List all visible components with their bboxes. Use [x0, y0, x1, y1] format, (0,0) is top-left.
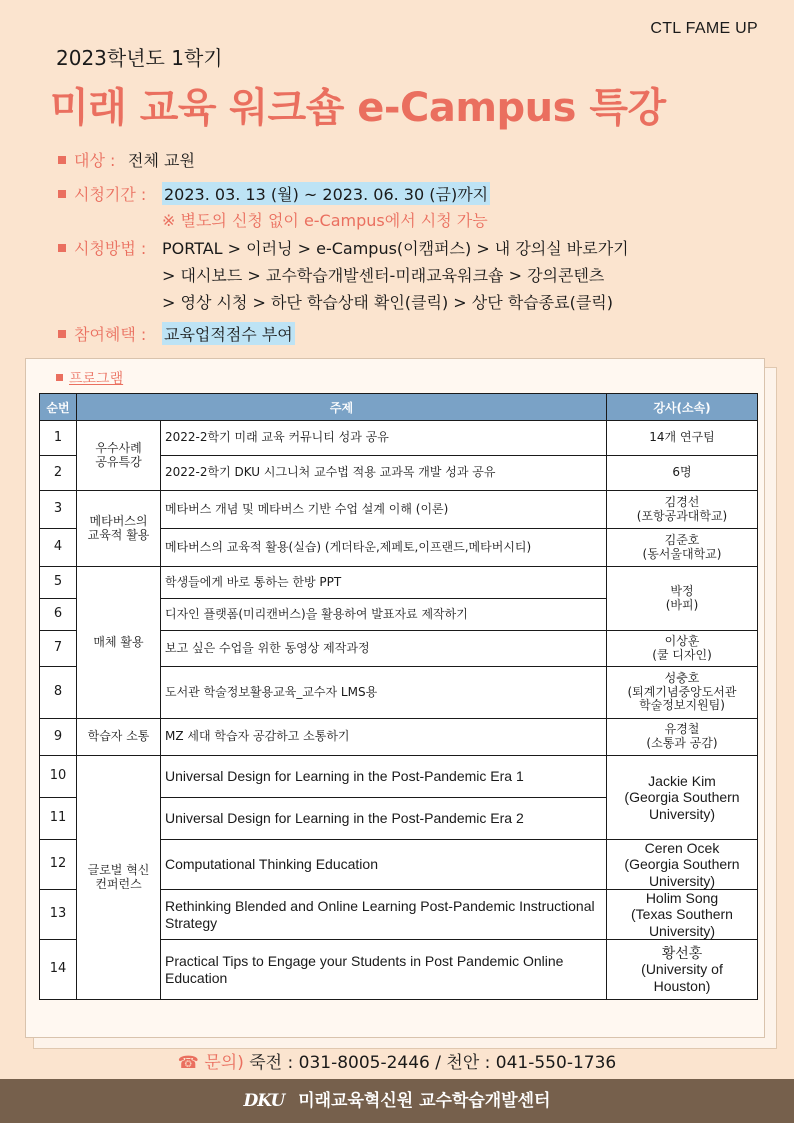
topic-cell: 도서관 학술정보활용교육_교수자 LMS용 [161, 667, 607, 719]
footer-bar [0, 1079, 794, 1123]
row-num: 1 [40, 421, 77, 456]
row-num: 9 [40, 719, 77, 756]
topic-cell: 학생들에게 바로 통하는 한방 PPT [161, 567, 607, 599]
speaker-cell: 박정 (바피) [607, 567, 758, 631]
speaker-cell: 김준호 (동서울대학교) [607, 529, 758, 567]
speaker-cell: 유경철 (소통과 공감) [607, 719, 758, 756]
bullet-icon [58, 190, 66, 198]
row-num: 8 [40, 667, 77, 719]
topic-cell: Rethinking Blended and Online Learning Post-Pandemic Instructional Strategy [161, 890, 607, 940]
row-num: 14 [40, 940, 77, 1000]
row-num: 5 [40, 567, 77, 599]
bullet-icon [58, 330, 66, 338]
dku-logo: DKU [243, 1091, 285, 1111]
category-label: 메타버스의 교육적 활용 [87, 513, 150, 542]
speaker-cell: Jackie Kim (Georgia Southern University) [607, 756, 758, 840]
category-label: 학습자 소통 [87, 729, 150, 744]
speaker-cell: 6명 [607, 456, 758, 491]
semester-label: 2023학년도 1학기 [56, 46, 223, 70]
period-value: 2023. 03. 13 (월) ~ 2023. 06. 30 (금)까지 [162, 182, 490, 205]
topic-cell: Practical Tips to Engage your Students in Post Pandemic Online Education [161, 940, 607, 1000]
benefit-row [58, 322, 293, 345]
topic-cell: 메타버스 개념 및 메타버스 기반 수업 설계 이해 (이론) [161, 491, 607, 529]
row-num: 7 [40, 631, 77, 667]
bullet-icon [58, 156, 66, 164]
period-row [58, 182, 489, 205]
header-num: 순번 [40, 394, 77, 421]
speaker-cell: 이상훈 (쿨 디자인) [607, 631, 758, 667]
header-topic: 주제 [77, 394, 607, 421]
topic-cell: 보고 싶은 수업을 위한 동영상 제작과정 [161, 631, 607, 667]
category-cell [77, 491, 161, 567]
benefit-label: 참여혜택 : [74, 325, 147, 344]
topic-cell: Universal Design for Learning in the Post-Pandemic Era 1 [161, 756, 607, 798]
topic-cell: 2022-2학기 DKU 시그니처 교수법 적용 교과목 개발 성과 공유 [161, 456, 607, 491]
speaker-cell: Ceren Ocek (Georgia Southern University) [607, 840, 758, 890]
brand-label: CTL FAME UP [650, 20, 758, 37]
row-num: 4 [40, 529, 77, 567]
row-num: 2 [40, 456, 77, 491]
phone-icon: ☎ [177, 1053, 199, 1073]
row-num: 10 [40, 756, 77, 798]
method-label: 시청방법 : [74, 239, 147, 258]
category-cell [77, 421, 161, 491]
method-row [58, 236, 629, 259]
footer-text: 미래교육혁신원 교수학습개발센터 [298, 1091, 551, 1111]
method-line-1: PORTAL > 이러닝 > e-Campus(이캠퍼스) > 내 강의실 바로가기 [162, 239, 629, 258]
speaker-cell: Holim Song (Texas Southern University) [607, 890, 758, 940]
bullet-icon [58, 244, 66, 252]
speaker-cell: 14개 연구팀 [607, 421, 758, 456]
speaker-cell: 성충호 (퇴계기념중앙도서관 학술정보지원팀) [607, 667, 758, 719]
contact-line [0, 1048, 794, 1073]
category-cell [77, 719, 161, 756]
target-label: 대상 : [74, 151, 116, 170]
target-value: 전체 교원 [128, 151, 195, 170]
period-note: ※ 별도의 신청 없이 e-Campus에서 시청 가능 [162, 211, 488, 230]
table-row [40, 756, 758, 798]
contact-label: 문의) [204, 1053, 244, 1073]
category-label: 글로벌 혁신 컨퍼런스 [87, 862, 150, 891]
table-row [40, 491, 758, 529]
topic-cell: MZ 세대 학습자 공감하고 소통하기 [161, 719, 607, 756]
method-line-3: > 영상 시청 > 하단 학습상태 확인(클릭) > 상단 학습종료(클릭) [162, 293, 613, 312]
table-row [40, 421, 758, 456]
header-speaker: 강사(소속) [607, 394, 758, 421]
topic-cell: 2022-2학기 미래 교육 커뮤니티 성과 공유 [161, 421, 607, 456]
category-cell [77, 756, 161, 1000]
program-table [39, 393, 758, 1000]
category-label: 매체 활용 [93, 634, 144, 649]
bullet-icon [56, 374, 63, 381]
target-row [58, 148, 195, 171]
topic-cell: Universal Design for Learning in the Post-Pandemic Era 2 [161, 798, 607, 840]
table-header-row [40, 394, 758, 421]
row-num: 3 [40, 491, 77, 529]
topic-cell: Computational Thinking Education [161, 840, 607, 890]
row-num: 6 [40, 599, 77, 631]
page-title: 미래 교육 워크숍 e-Campus 특강 [50, 85, 666, 131]
speaker-cell: 황선홍 (University of Houston) [607, 940, 758, 1000]
method-line-2: > 대시보드 > 교수학습개발센터-미래교육워크숍 > 강의콘텐츠 [162, 266, 605, 285]
benefit-value: 교육업적점수 부여 [162, 322, 295, 345]
period-label: 시청기간 : [74, 185, 147, 204]
program-title-row [56, 368, 123, 388]
category-label: 우수사례 공유특강 [95, 440, 142, 469]
topic-cell: 메타버스의 교육적 활용(실습) (게더타운,제페토,이프랜드,메타버시티) [161, 529, 607, 567]
contact-text: 죽전 : 031-8005-2446 / 천안 : 041-550-1736 [249, 1053, 617, 1073]
program-title: 프로그램 [69, 371, 124, 387]
category-cell [77, 567, 161, 719]
row-num: 11 [40, 798, 77, 840]
row-num: 12 [40, 840, 77, 890]
program-panel [25, 358, 765, 1038]
row-num: 13 [40, 890, 77, 940]
topic-cell: 디자인 플랫폼(미리캔버스)을 활용하여 발표자료 제작하기 [161, 599, 607, 631]
table-row [40, 567, 758, 599]
table-row [40, 719, 758, 756]
speaker-cell: 김경선 (포항공과대학교) [607, 491, 758, 529]
